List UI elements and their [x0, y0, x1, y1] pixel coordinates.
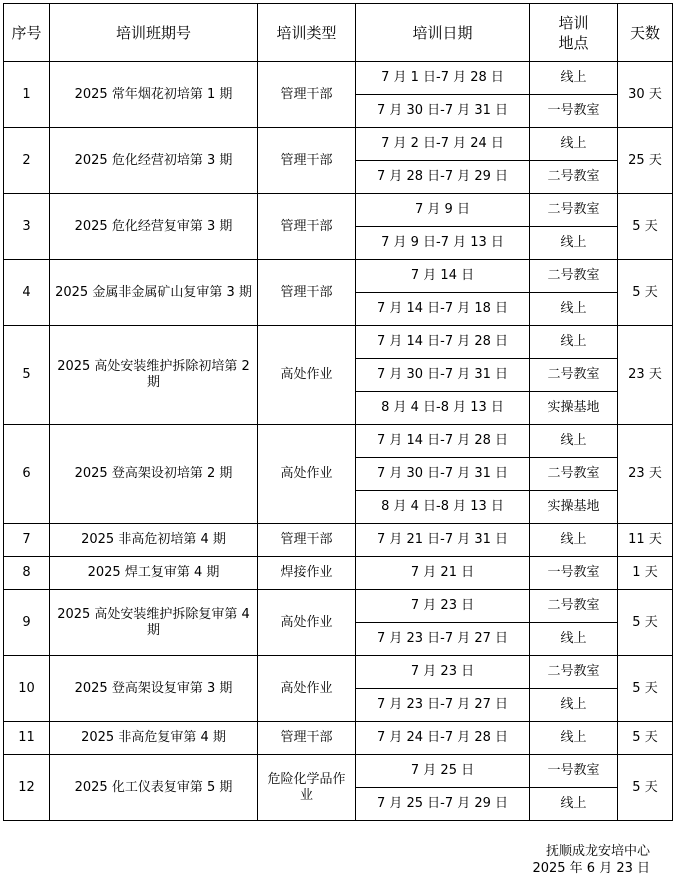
footer-date: 2025 年 6 月 23 日 — [532, 861, 650, 876]
course-index: 6 — [4, 425, 50, 524]
session-place: 二号教室 — [530, 590, 618, 623]
course-index: 2 — [4, 128, 50, 194]
session-date: 8 月 4 日-8 月 13 日 — [356, 392, 530, 425]
session-date: 7 月 30 日-7 月 31 日 — [356, 458, 530, 491]
course-name: 2025 金属非金属矿山复审第 3 期 — [50, 260, 258, 326]
session-date: 7 月 23 日 — [356, 656, 530, 689]
course-index: 4 — [4, 260, 50, 326]
session-place: 线上 — [530, 788, 618, 821]
table-row — [4, 194, 673, 227]
session-place: 线上 — [530, 62, 618, 95]
session-date: 7 月 21 日-7 月 31 日 — [356, 524, 530, 557]
table-header-row — [4, 4, 673, 62]
course-index: 11 — [4, 722, 50, 755]
course-type: 管理干部 — [258, 194, 356, 260]
session-place: 线上 — [530, 623, 618, 656]
table-row — [4, 62, 673, 95]
session-date: 7 月 14 日 — [356, 260, 530, 293]
course-name: 2025 高处安装维护拆除复审第 4 期 — [50, 590, 258, 656]
course-days: 11 天 — [618, 524, 673, 557]
table-row — [4, 326, 673, 359]
course-type: 高处作业 — [258, 590, 356, 656]
session-place: 一号教室 — [530, 95, 618, 128]
session-date: 8 月 4 日-8 月 13 日 — [356, 491, 530, 524]
session-place: 线上 — [530, 227, 618, 260]
header-date: 培训日期 — [356, 4, 530, 62]
course-days: 5 天 — [618, 755, 673, 821]
session-date: 7 月 9 日 — [356, 194, 530, 227]
course-index: 8 — [4, 557, 50, 590]
session-place: 二号教室 — [530, 359, 618, 392]
course-days: 23 天 — [618, 425, 673, 524]
course-days: 5 天 — [618, 194, 673, 260]
course-type: 危险化学品作业 — [258, 755, 356, 821]
header-index: 序号 — [4, 4, 50, 62]
course-type: 管理干部 — [258, 128, 356, 194]
course-days: 30 天 — [618, 62, 673, 128]
course-name: 2025 化工仪表复审第 5 期 — [50, 755, 258, 821]
session-place: 一号教室 — [530, 755, 618, 788]
session-date: 7 月 25 日-7 月 29 日 — [356, 788, 530, 821]
session-place: 实操基地 — [530, 491, 618, 524]
course-type: 高处作业 — [258, 425, 356, 524]
session-place: 线上 — [530, 128, 618, 161]
footer-organization: 抚顺成龙安培中心 — [545, 844, 650, 859]
header-days: 天数 — [618, 4, 673, 62]
course-index: 9 — [4, 590, 50, 656]
session-place: 二号教室 — [530, 260, 618, 293]
session-date: 7 月 25 日 — [356, 755, 530, 788]
table-row — [4, 590, 673, 623]
header-class-name: 培训班期号 — [50, 4, 258, 62]
session-date: 7 月 1 日-7 月 28 日 — [356, 62, 530, 95]
course-days: 5 天 — [618, 260, 673, 326]
session-place: 二号教室 — [530, 656, 618, 689]
course-type: 焊接作业 — [258, 557, 356, 590]
course-index: 12 — [4, 755, 50, 821]
course-index: 1 — [4, 62, 50, 128]
session-date: 7 月 9 日-7 月 13 日 — [356, 227, 530, 260]
header-place — [530, 4, 618, 62]
course-name: 2025 非高危复审第 4 期 — [50, 722, 258, 755]
course-days: 5 天 — [618, 722, 673, 755]
table-body — [4, 62, 673, 821]
course-index: 5 — [4, 326, 50, 425]
course-index: 10 — [4, 656, 50, 722]
session-place: 线上 — [530, 425, 618, 458]
session-date: 7 月 14 日-7 月 18 日 — [356, 293, 530, 326]
table-row — [4, 260, 673, 293]
table-row — [4, 524, 673, 557]
course-type: 高处作业 — [258, 326, 356, 425]
course-type: 高处作业 — [258, 656, 356, 722]
course-index: 7 — [4, 524, 50, 557]
session-place: 线上 — [530, 524, 618, 557]
course-days: 5 天 — [618, 590, 673, 656]
session-date: 7 月 21 日 — [356, 557, 530, 590]
course-index: 3 — [4, 194, 50, 260]
session-place: 二号教室 — [530, 161, 618, 194]
table-row — [4, 755, 673, 788]
session-date: 7 月 23 日-7 月 27 日 — [356, 689, 530, 722]
session-place: 线上 — [530, 293, 618, 326]
header-place-line2: 地点 — [558, 33, 589, 52]
footer — [532, 843, 650, 877]
session-place: 线上 — [530, 722, 618, 755]
course-type: 管理干部 — [258, 62, 356, 128]
table-row — [4, 425, 673, 458]
session-date: 7 月 24 日-7 月 28 日 — [356, 722, 530, 755]
course-days: 25 天 — [618, 128, 673, 194]
course-days: 23 天 — [618, 326, 673, 425]
course-name: 2025 焊工复审第 4 期 — [50, 557, 258, 590]
session-place: 线上 — [530, 689, 618, 722]
session-date: 7 月 23 日 — [356, 590, 530, 623]
header-type: 培训类型 — [258, 4, 356, 62]
training-schedule-table — [3, 3, 673, 821]
session-date: 7 月 28 日-7 月 29 日 — [356, 161, 530, 194]
course-name: 2025 高处安装维护拆除初培第 2 期 — [50, 326, 258, 425]
course-name: 2025 登高架设复审第 3 期 — [50, 656, 258, 722]
table-row — [4, 722, 673, 755]
session-date: 7 月 2 日-7 月 24 日 — [356, 128, 530, 161]
table-row — [4, 656, 673, 689]
session-place: 二号教室 — [530, 458, 618, 491]
table-row — [4, 557, 673, 590]
course-name: 2025 危化经营初培第 3 期 — [50, 128, 258, 194]
session-date: 7 月 14 日-7 月 28 日 — [356, 326, 530, 359]
course-type: 管理干部 — [258, 722, 356, 755]
course-type: 管理干部 — [258, 260, 356, 326]
session-date: 7 月 30 日-7 月 31 日 — [356, 95, 530, 128]
course-name: 2025 常年烟花初培第 1 期 — [50, 62, 258, 128]
course-name: 2025 危化经营复审第 3 期 — [50, 194, 258, 260]
course-days: 5 天 — [618, 656, 673, 722]
header-place-line1: 培训 — [558, 13, 589, 32]
session-place: 实操基地 — [530, 392, 618, 425]
session-place: 一号教室 — [530, 557, 618, 590]
course-type: 管理干部 — [258, 524, 356, 557]
session-place: 二号教室 — [530, 194, 618, 227]
session-date: 7 月 23 日-7 月 27 日 — [356, 623, 530, 656]
session-place: 线上 — [530, 326, 618, 359]
session-date: 7 月 14 日-7 月 28 日 — [356, 425, 530, 458]
course-name: 2025 登高架设初培第 2 期 — [50, 425, 258, 524]
session-date: 7 月 30 日-7 月 31 日 — [356, 359, 530, 392]
course-name: 2025 非高危初培第 4 期 — [50, 524, 258, 557]
table-row — [4, 128, 673, 161]
course-days: 1 天 — [618, 557, 673, 590]
